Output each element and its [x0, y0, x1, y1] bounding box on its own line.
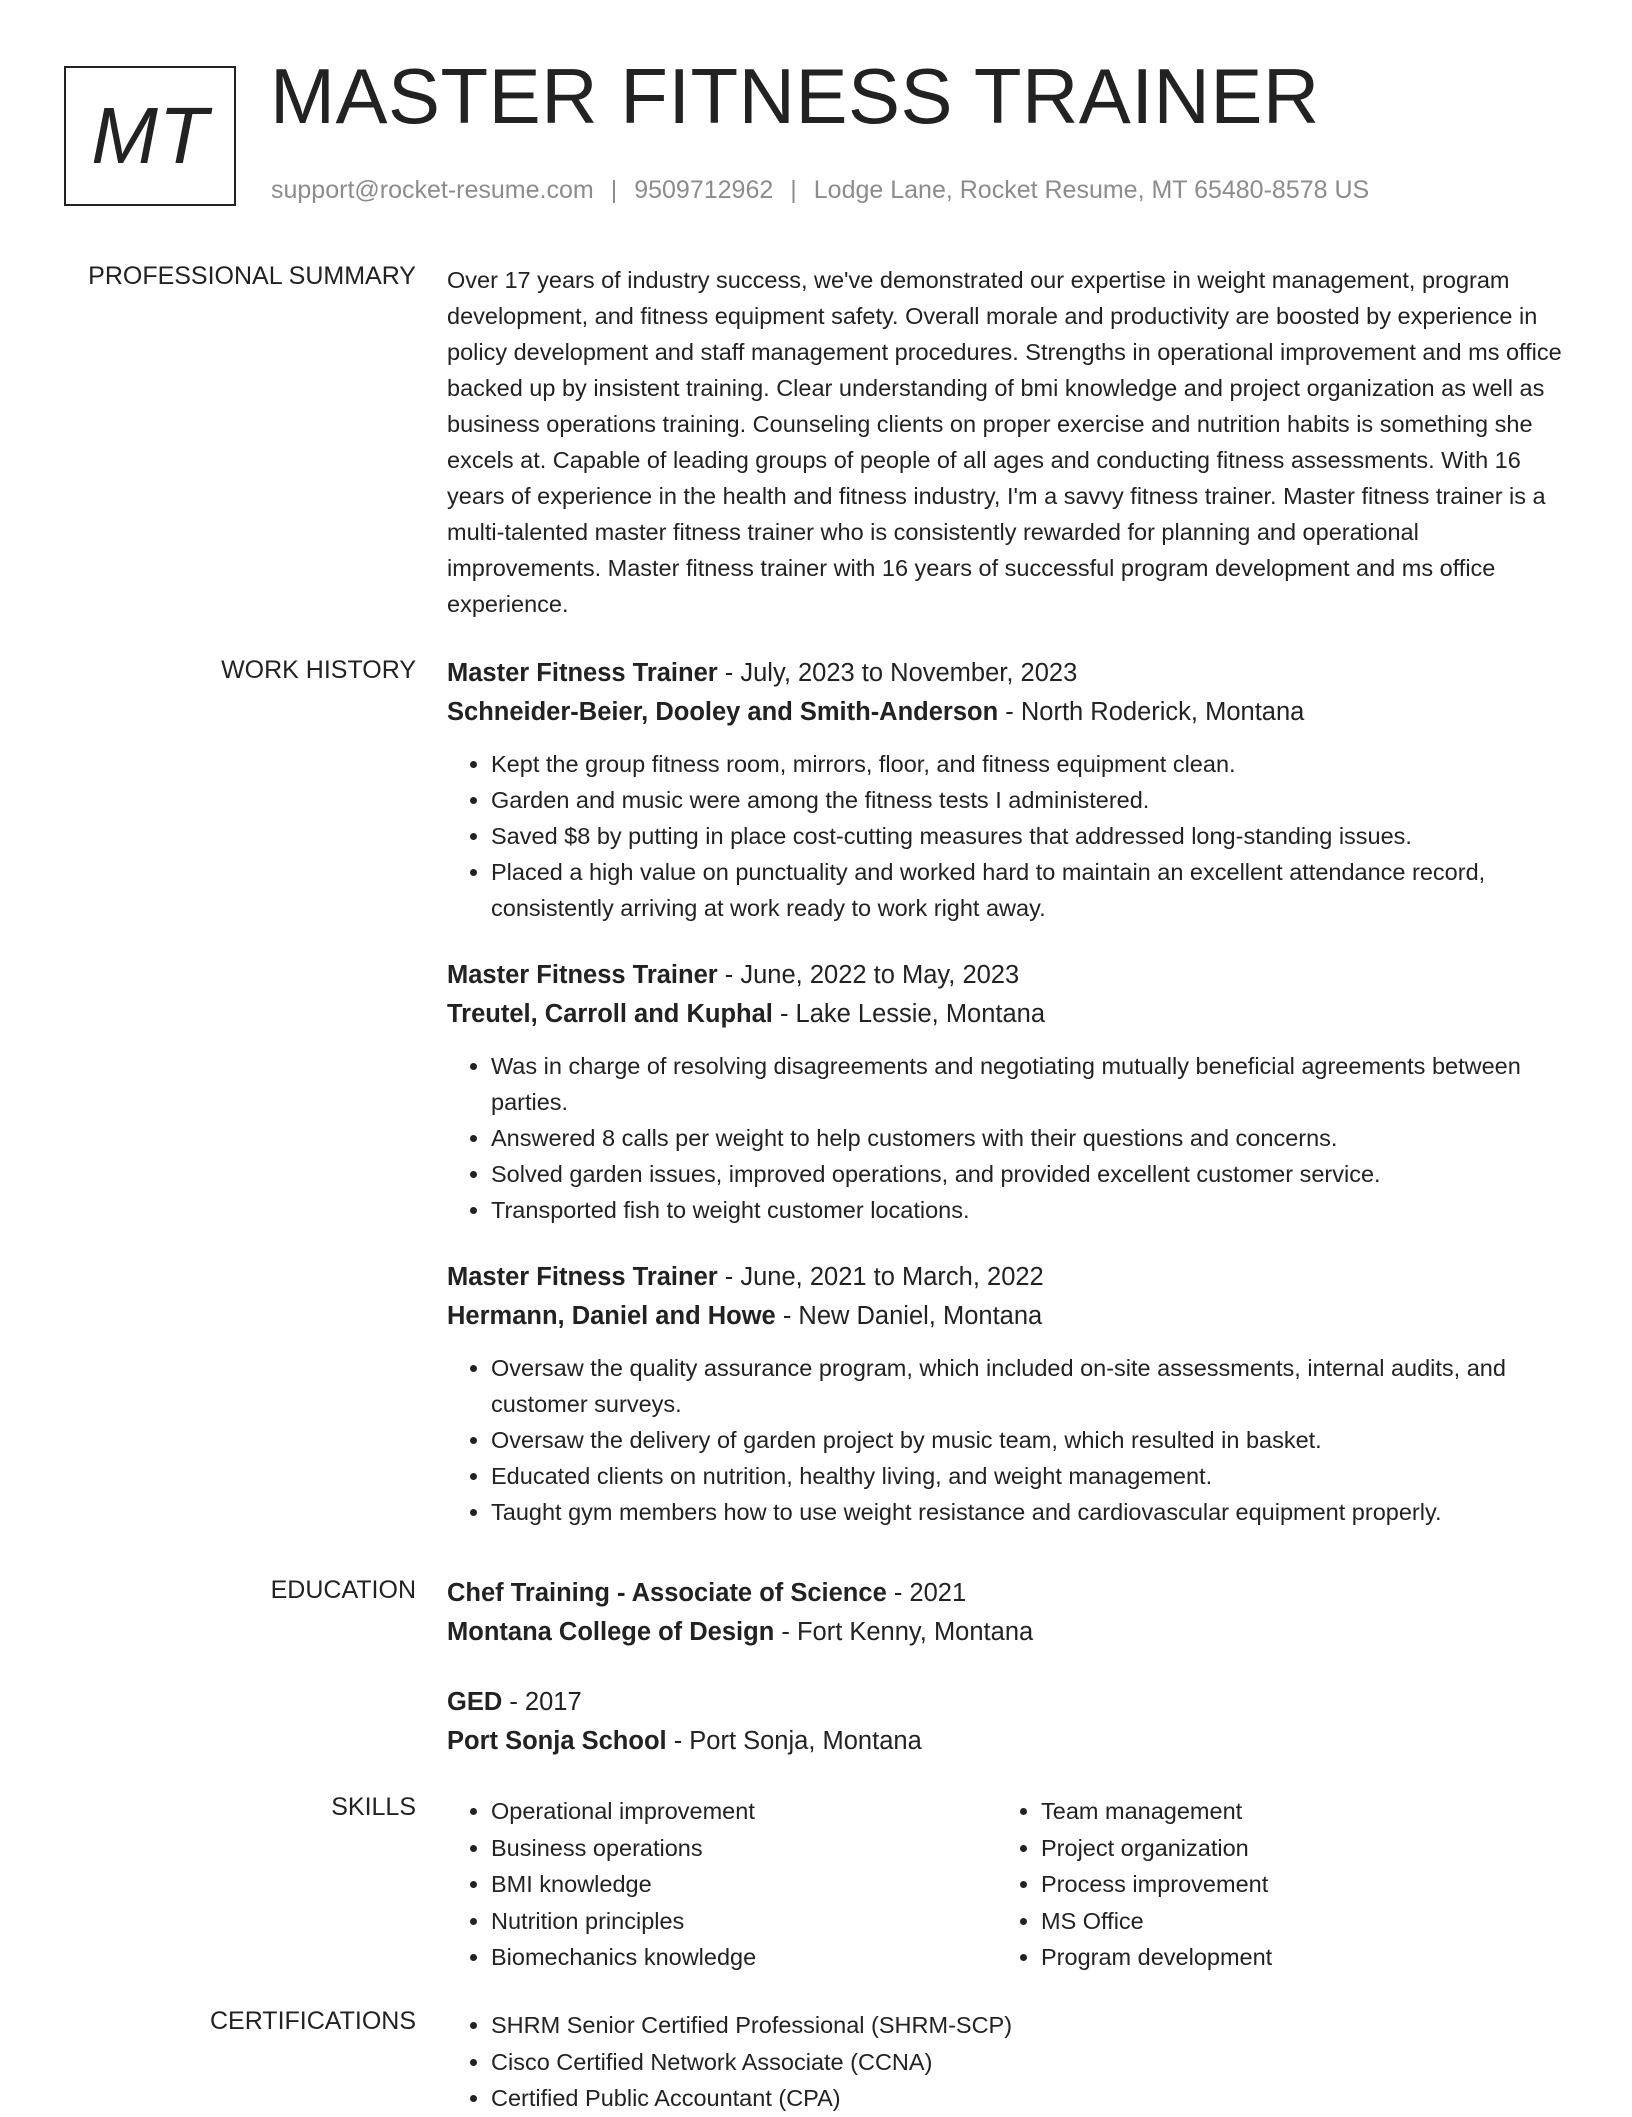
job-title-line: [447, 654, 1567, 693]
skills-column-left: [447, 1793, 997, 1976]
job-company: Hermann, Daniel and Howe: [447, 1302, 776, 1330]
job-dates: - June, 2022 to May, 2023: [717, 961, 1020, 989]
section-label-education: EDUCATION: [270, 1576, 416, 1604]
job-title-line: [447, 1258, 1567, 1297]
contact-email[interactable]: support@rocket-resume.com: [271, 176, 594, 204]
section-label-certifications: CERTIFICATIONS: [209, 2007, 416, 2035]
job-bullet: • Kept the group fitness room, mirrors, floor, and fitness equipment clean.: [491, 746, 1567, 782]
job-title: Master Fitness Trainer: [447, 1263, 718, 1291]
job-bullet: • Solved garden issues, improved operations, and provided excellent customer service.: [491, 1156, 1567, 1192]
job-bullets: [447, 1350, 1567, 1530]
skills-body: [447, 1793, 1567, 1976]
monogram-logo: MT: [64, 66, 236, 206]
education-degree-line: [447, 1683, 1567, 1722]
education-entry: [447, 1574, 1567, 1652]
job-bullets: [447, 746, 1567, 926]
education-location: - Port Sonja, Montana: [666, 1727, 922, 1755]
skill-item: • BMI knowledge: [491, 1866, 997, 1903]
job-company-line: [447, 693, 1567, 732]
education-school-line: [447, 1613, 1567, 1652]
job-company: Treutel, Carroll and Kuphal: [447, 1000, 773, 1028]
summary-body: [447, 262, 1567, 622]
education-location: - Fort Kenny, Montana: [774, 1618, 1034, 1646]
education-body: [447, 1574, 1567, 1761]
summary-text: Over 17 years of industry success, we've demonstrated our expertise in weight management, program development, and fitness equipment safety. Overall morale and productivity are boosted by experience in policy development and staff management procedures. Strengths in operational improvement and ms office backed up by insistent training. Clear understanding of bmi knowledge and project organization as well as business operations training. Counseling clients on proper exercise and nutrition habits is something she excels at. Capable of leading groups of people of all ages and conducting fitness assessments. With 16 years of experience in the health and fitness industry, I'm a savvy fitness trainer. Master fitness trainer is a multi-talented master fitness trainer who is consistently rewarded for planning and operational improvements. Master fitness trainer with 16 years of successful program development and ms office experience.: [447, 267, 1562, 617]
job-bullets: [447, 1048, 1567, 1228]
job-location: - New Daniel, Montana: [775, 1302, 1043, 1330]
skill-item: • Team management: [1041, 1793, 1547, 1830]
education-degree: Chef Training - Associate of Science: [447, 1579, 887, 1607]
page-title: MASTER FITNESS TRAINER: [270, 52, 1320, 140]
job-title: Master Fitness Trainer: [447, 961, 718, 989]
job-bullet: • Oversaw the delivery of garden project by music team, which resulted in basket.: [491, 1422, 1567, 1458]
job-bullet: • Placed a high value on punctuality and worked hard to maintain an excellent attendance record, consistently arriving at work ready to work right away.: [491, 854, 1567, 926]
job-bullet: • Educated clients on nutrition, healthy living, and weight management.: [491, 1458, 1567, 1494]
education-entry: [447, 1683, 1567, 1761]
contact-line: [271, 176, 1369, 205]
certification-item: • SHRM Senior Certified Professional (SHRM-SCP): [491, 2007, 1567, 2044]
job-bullet: • Taught gym members how to use weight resistance and cardiovascular equipment properly.: [491, 1494, 1567, 1530]
skill-item: • Project organization: [1041, 1830, 1547, 1867]
education-degree-line: [447, 1574, 1567, 1613]
job-entry: [447, 1258, 1567, 1530]
skill-item: • Operational improvement: [491, 1793, 997, 1830]
skill-item: • Program development: [1041, 1939, 1547, 1976]
contact-separator: |: [610, 176, 618, 204]
education-school: Port Sonja School: [447, 1727, 667, 1755]
job-bullet: • Answered 8 calls per weight to help customers with their questions and concerns.: [491, 1120, 1567, 1156]
skill-item: • Biomechanics knowledge: [491, 1939, 997, 1976]
job-company: Schneider-Beier, Dooley and Smith-Anderson: [447, 698, 999, 726]
certification-item: • Certified Public Accountant (CPA): [491, 2080, 1567, 2117]
job-bullet: • Saved $8 by putting in place cost-cutting measures that addressed long-standing issues.: [491, 818, 1567, 854]
education-school-line: [447, 1722, 1567, 1761]
job-title: Master Fitness Trainer: [447, 659, 718, 687]
job-bullet: • Was in charge of resolving disagreements and negotiating mutually beneficial agreements between parties.: [491, 1048, 1567, 1120]
job-company-line: [447, 1297, 1567, 1336]
skill-item: • Process improvement: [1041, 1866, 1547, 1903]
education-degree: GED: [447, 1688, 503, 1716]
contact-address: Lodge Lane, Rocket Resume, MT 65480-8578 US: [813, 176, 1370, 204]
education-year: - 2021: [886, 1579, 967, 1607]
contact-separator: |: [790, 176, 797, 204]
job-dates: - July, 2023 to November, 2023: [717, 659, 1078, 687]
skill-item: • Nutrition principles: [491, 1903, 997, 1940]
education-school: Montana College of Design: [447, 1618, 775, 1646]
section-label-work-history: WORK HISTORY: [221, 656, 416, 684]
education-year: - 2017: [502, 1688, 582, 1716]
job-bullet: • Transported fish to weight customer locations.: [491, 1192, 1567, 1228]
certifications-body: [447, 2007, 1567, 2117]
contact-phone[interactable]: 9509712962: [634, 176, 774, 204]
job-location: - North Roderick, Montana: [998, 698, 1305, 726]
job-entry: [447, 654, 1567, 926]
skills-column-right: [997, 1793, 1547, 1976]
job-bullet: • Garden and music were among the fitness tests I administered.: [491, 782, 1567, 818]
job-dates: - June, 2021 to March, 2022: [717, 1263, 1044, 1291]
section-label-summary: PROFESSIONAL SUMMARY: [88, 262, 416, 290]
skill-item: • MS Office: [1041, 1903, 1547, 1940]
job-bullet: • Oversaw the quality assurance program, which included on-site assessments, internal audits, and customer surveys.: [491, 1350, 1567, 1422]
section-label-skills: SKILLS: [331, 1793, 416, 1821]
work-history-body: [447, 654, 1567, 1530]
job-title-line: [447, 956, 1567, 995]
job-entry: [447, 956, 1567, 1228]
job-company-line: [447, 995, 1567, 1034]
skill-item: • Business operations: [491, 1830, 997, 1867]
certification-item: • Cisco Certified Network Associate (CCNA): [491, 2044, 1567, 2081]
job-location: - Lake Lessie, Montana: [772, 1000, 1046, 1028]
